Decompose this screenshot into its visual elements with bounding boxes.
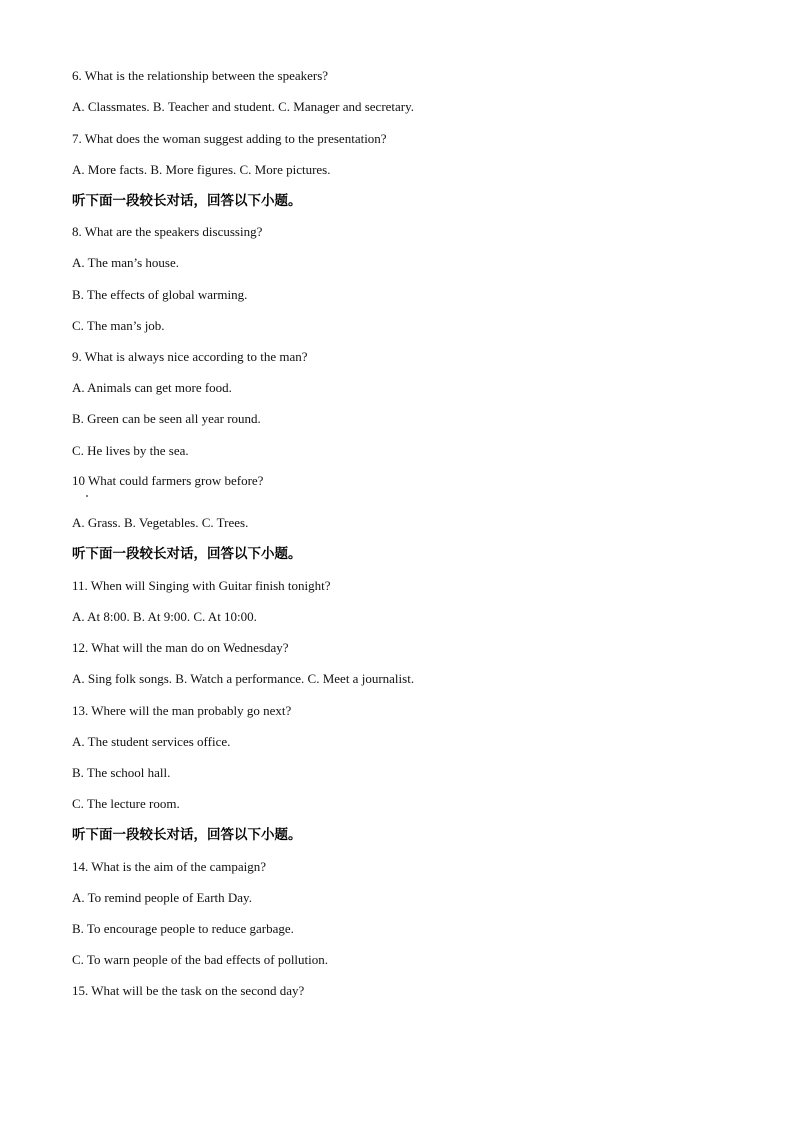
question-13-option-c: C. The lecture room. [72,796,180,811]
question-9-option-a: A. Animals can get more food. [72,380,232,395]
question-10: 10 What could farmers grow before? [72,473,264,488]
question-14-option-c: C. To warn people of the bad effects of pollution. [72,952,329,967]
question-13-option-b: B. The school hall. [72,765,171,780]
question-11: 11. When will Singing with Guitar finish tonight? [72,578,331,593]
question-7-options: A. More facts. B. More figures. C. More pictures. [72,162,331,177]
question-14: 14. What is the aim of the campaign? [72,859,266,874]
question-12: 12. What will the man do on Wednesday? [72,640,289,655]
question-8-option-c: C. The man’s job. [72,318,165,333]
stray-dot [86,495,88,497]
question-9: 9. What is always nice according to the man? [72,349,308,364]
section-instruction: 听下面一段较长对话，回答以下小题。 [72,546,302,562]
question-15: 15. What will be the task on the second day? [72,983,305,998]
question-14-option-a: A. To remind people of Earth Day. [72,890,252,905]
question-8-option-a: A. The man’s house. [72,255,179,270]
section-instruction: 听下面一段较长对话，回答以下小题。 [72,827,302,843]
question-13: 13. Where will the man probably go next? [72,703,292,718]
question-6-options: A. Classmates. B. Teacher and student. C. Manager and secretary. [72,99,415,114]
question-7: 7. What does the woman suggest adding to the presentation? [72,131,387,146]
question-6: 6. What is the relationship between the speakers? [72,68,329,83]
question-8: 8. What are the speakers discussing? [72,224,263,239]
question-9-option-c: C. He lives by the sea. [72,443,189,458]
question-14-option-b: B. To encourage people to reduce garbage. [72,921,294,936]
question-10-options: A. Grass. B. Vegetables. C. Trees. [72,515,249,530]
question-13-option-a: A. The student services office. [72,734,231,749]
question-9-option-b: B. Green can be seen all year round. [72,411,261,426]
question-11-options: A. At 8:00. B. At 9:00. C. At 10:00. [72,609,257,624]
section-instruction: 听下面一段较长对话，回答以下小题。 [72,193,302,209]
question-12-options: A. Sing folk songs. B. Watch a performance. C. Meet a journalist. [72,671,415,686]
question-8-option-b: B. The effects of global warming. [72,287,248,302]
